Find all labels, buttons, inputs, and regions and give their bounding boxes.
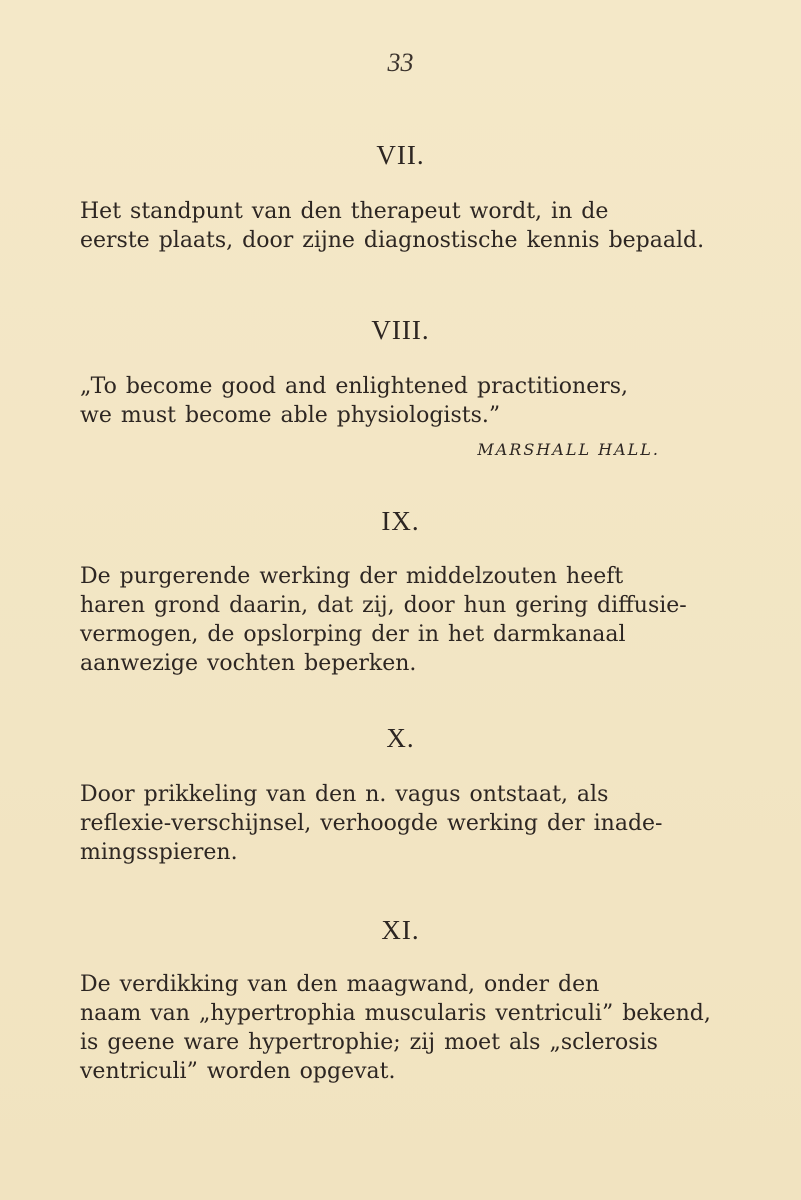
- text-line: mingsspieren.: [80, 840, 238, 865]
- text-line: vermogen, de opslorping der in het darmkanaal: [80, 622, 626, 647]
- text-line: eerste plaats, door zijne diagnostische kennis bepaald.: [80, 228, 705, 253]
- section-text-x: [80, 780, 720, 867]
- section-text-xi: [80, 970, 720, 1086]
- section-heading-viii: VIII.: [371, 315, 430, 345]
- text-line: naam van „hypertrophia muscularis ventriculi” bekend,: [80, 1001, 711, 1026]
- text-line: is geene ware hypertrophie; zij moet als „sclerosis: [80, 1030, 658, 1055]
- section-heading-xi: XI.: [381, 915, 420, 945]
- text-line: haren grond daarin, dat zij, door hun gering diffusie-: [80, 593, 687, 618]
- text-line: aanwezige vochten beperken.: [80, 651, 417, 676]
- text-line: ventriculi” worden opgevat.: [80, 1059, 396, 1084]
- quote-attribution: MARSHALL HALL.: [477, 440, 660, 459]
- text-line: reflexie-verschijnsel, verhoogde werking der inade-: [80, 811, 663, 836]
- section-heading-ix: IX.: [381, 506, 420, 536]
- section-text-ix: [80, 562, 720, 678]
- text-line: De purgerende werking der middelzouten heeft: [80, 564, 624, 589]
- text-line: „To become good and enlightened practitioners,: [80, 374, 629, 399]
- text-line: we must become able physiologists.”: [80, 403, 501, 428]
- text-line: Door prikkeling van den n. vagus ontstaat, als: [80, 782, 609, 807]
- section-heading-vii: VII.: [376, 140, 425, 170]
- section-text-vii: [80, 197, 720, 255]
- page-number: 33: [387, 48, 414, 77]
- section-text-viii: [80, 372, 720, 430]
- section-heading-x: X.: [386, 723, 415, 753]
- text-line: De verdikking van den maagwand, onder den: [80, 972, 600, 997]
- text-line: Het standpunt van den therapeut wordt, in de: [80, 199, 609, 224]
